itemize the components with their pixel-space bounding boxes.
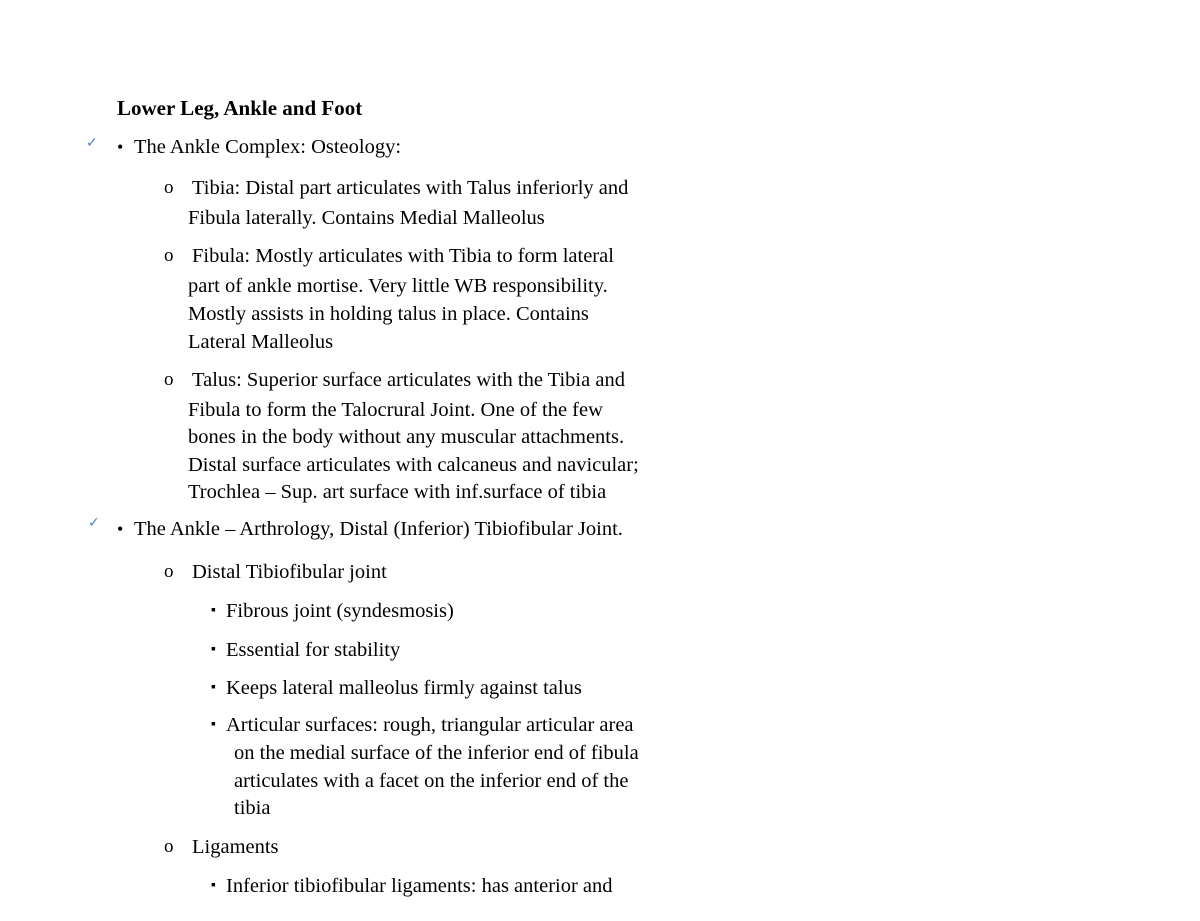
list-subitem-line: Fibrous joint (syndesmosis) — [226, 600, 454, 622]
list-item-line: part of ankle mortise. Very little WB responsibility. — [188, 275, 608, 297]
list-subitem-line: tibia — [234, 797, 271, 819]
list-item-line: Distal Tibiofibular joint — [192, 561, 387, 583]
section-heading-osteology: The Ankle Complex: Osteology: — [134, 136, 402, 158]
list-subitem-line: Essential for stability — [226, 639, 401, 661]
bullet-disc-icon: • — [117, 519, 124, 539]
bullet-square-icon: ▪ — [211, 603, 216, 618]
list-subitem-line: on the medial surface of the inferior end of fibula — [234, 742, 639, 764]
bullet-circle-icon: o — [164, 245, 174, 266]
list-item-line: bones in the body without any muscular attachments. — [188, 426, 625, 448]
list-item-line: Ligaments — [192, 836, 279, 858]
list-subitem-line: Articular surfaces: rough, triangular articular area — [226, 714, 634, 736]
section-heading-arthrology: The Ankle – Arthrology, Distal (Inferior) Tibiofibular Joint. — [134, 518, 623, 540]
list-item-line: Talus: Superior surface articulates with the Tibia and — [192, 369, 625, 391]
bullet-disc-icon: • — [117, 137, 124, 157]
bullet-circle-icon: o — [164, 369, 174, 390]
bullet-circle-icon: o — [164, 177, 174, 198]
list-item-line: Distal surface articulates with calcaneus and navicular; — [188, 454, 639, 476]
bullet-square-icon: ▪ — [211, 642, 216, 657]
list-subitem-line: articulates with a facet on the inferior end of the — [234, 770, 629, 792]
bullet-square-icon: ▪ — [211, 878, 216, 893]
list-item-line: Tibia: Distal part articulates with Talus inferiorly and — [192, 177, 629, 199]
bullet-circle-icon: o — [164, 561, 174, 582]
bullet-circle-icon: o — [164, 836, 174, 857]
list-subitem-line: Inferior tibiofibular ligaments: has anterior and — [226, 875, 613, 897]
bullet-square-icon: ▪ — [211, 680, 216, 695]
bullet-square-icon: ▪ — [211, 717, 216, 732]
list-item-line: Lateral Malleolus — [188, 331, 334, 353]
checkmark-icon: ✓ — [86, 135, 98, 151]
list-subitem-line: Keeps lateral malleolus firmly against talus — [226, 677, 582, 699]
checkmark-icon: ✓ — [88, 515, 100, 531]
list-item-line: Fibula to form the Talocrural Joint. One of the few — [188, 399, 603, 421]
list-item-line: Fibula: Mostly articulates with Tibia to form lateral — [192, 245, 614, 267]
list-item-line: Trochlea – Sup. art surface with inf.surface of tibia — [188, 481, 607, 503]
list-item-line: Fibula laterally. Contains Medial Malleolus — [188, 207, 545, 229]
document-title: Lower Leg, Ankle and Foot — [117, 96, 363, 120]
list-item-line: Mostly assists in holding talus in place. Contains — [188, 303, 589, 325]
